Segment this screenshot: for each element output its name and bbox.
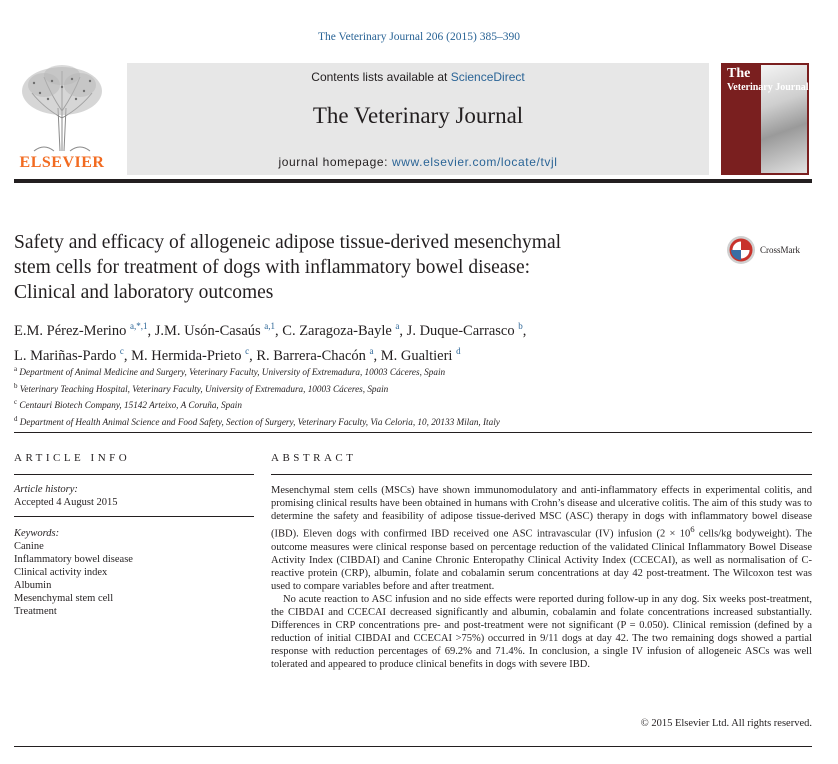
- author-affiliation-marker[interactable]: a: [395, 321, 400, 331]
- article-history: [14, 483, 254, 509]
- keyword-item: Clinical activity index: [14, 567, 108, 578]
- elsevier-logo[interactable]: [14, 63, 110, 175]
- author-name: J. Duque-Carrasco: [406, 322, 515, 339]
- journal-homepage: [127, 155, 709, 169]
- contents-prefix: Contents lists available at: [311, 70, 451, 84]
- sciencedirect-link[interactable]: ScienceDirect: [450, 70, 525, 84]
- affiliation-marker: c: [14, 398, 18, 407]
- abstract-p1-part1: Mesenchymal stem cells (MSCs) have shown immunomodulatory and anti-inflammatory effects in experimental colitis, and promising clinical results have been obtained in humans with Crohn’s disease and ulcerative colitis. The aim of this study was to determine the safety and feasibility of adipose tissue-derived MSC (ASC) therapy in dogs with inflammatory bowel disease (IBD). Eleven dogs with confirmed IBD received one ASC intravascular (IV) infusion (2 × 10: [271, 485, 812, 540]
- author-affiliation-marker[interactable]: a,1: [264, 321, 276, 331]
- author-name: E.M. Pérez-Merino: [14, 322, 127, 339]
- elsevier-tree-icon: [14, 63, 110, 153]
- author-name: M. Hermida-Prieto: [131, 347, 242, 364]
- keyword-item: Mesenchymal stem cell: [14, 593, 114, 604]
- abstract-body: [271, 484, 812, 671]
- author-list: E.M. Pérez-Merino $^{a,*,1}$, J.M. Usón-Casaús $^{a,1}$, C. Zaragoza-Bayle $^a$, J. Duque-Carrasco $^b$, L. Mariñas-Pardo $^c$, M. Hermida-Prieto $^c$, R. Barrera-Chacón $^a$, M. Gualtieri $^d$: [14, 321, 527, 364]
- cover-title-line2: Veterinary Journal: [727, 82, 809, 93]
- author-name: L. Mariñas-Pardo: [14, 347, 117, 364]
- history-label: Article history:: [14, 484, 78, 495]
- publisher-name: ELSEVIER: [19, 154, 105, 171]
- affiliation-text: Centauri Biotech Company, 15142 Arteixo, A Coruña, Spain: [19, 400, 242, 411]
- author-name: J.M. Usón-Casaús: [154, 322, 261, 339]
- homepage-prefix: journal homepage:: [278, 155, 392, 169]
- author-affiliation-marker[interactable]: b: [518, 321, 523, 331]
- journal-title: The Veterinary Journal: [312, 103, 524, 128]
- article-info-rule: [14, 474, 254, 475]
- journal-banner: [127, 63, 709, 175]
- affiliations: [14, 363, 754, 429]
- journal-citation[interactable]: The Veterinary Journal 206 (2015) 385–390: [318, 31, 520, 43]
- article-info-heading: ARTICLE INFO: [14, 452, 131, 464]
- abstract-rule: [271, 474, 812, 475]
- journal-header: [14, 63, 810, 176]
- copyright: © 2015 Elsevier Ltd. All rights reserved.: [640, 718, 812, 729]
- journal-cover-image[interactable]: [721, 63, 809, 175]
- author-name: C. Zaragoza-Bayle: [282, 322, 392, 339]
- affiliation-text: Department of Animal Medicine and Surgery, Veterinary Faculty, University of Extremadura, 10003 Cáceres, Spain: [19, 367, 446, 378]
- keywords: [14, 527, 254, 618]
- author-affiliation-marker[interactable]: a: [369, 345, 374, 356]
- author-affiliation-marker[interactable]: a,*,1: [129, 321, 148, 331]
- author-affiliation-marker[interactable]: c: [245, 345, 250, 356]
- crossmark-label: CrossMark: [760, 245, 800, 255]
- history-value: Accepted 4 August 2015: [14, 497, 118, 508]
- keywords-label: Keywords:: [14, 528, 60, 539]
- abstract-p1-part2: cells/kg bodyweight). The outcome measures were clinical response based on percentage reduction of the validated Clinical Inflammatory Bowel Disease Activity Index (CIBDAI) and Canine Chronic Enteropathy Clinical Activity Index (CCECAI), as well as normalisation of C-reactive protein (CRP), albumin, folate and cobalamin serum concentrations at day 42 post-treatment. The Wilcoxon test was used to compare variables before and after treatment.: [271, 528, 813, 592]
- affiliation-marker: a: [14, 365, 18, 373]
- author-name: R. Barrera-Chacón: [256, 347, 366, 364]
- history-rule: [14, 516, 254, 517]
- keyword-item: Canine: [14, 541, 44, 552]
- bottom-rule: [14, 746, 812, 747]
- crossmark-button[interactable]: [726, 235, 836, 265]
- author-affiliation-marker[interactable]: d: [456, 345, 461, 356]
- title-line: Safety and efficacy of allogeneic adipose tissue-derived mesenchymal: [14, 232, 562, 253]
- crossmark-icon: [726, 235, 756, 265]
- header-rule: [14, 179, 812, 183]
- keyword-item: Treatment: [14, 606, 57, 617]
- affiliation-marker: d: [14, 414, 18, 423]
- affiliation-item: [14, 396, 754, 413]
- keyword-item: Inflammatory bowel disease: [14, 554, 133, 565]
- homepage-link[interactable]: www.elsevier.com/locate/tvjl: [392, 155, 558, 169]
- affiliation-marker: b: [14, 381, 18, 390]
- affiliation-item: [14, 413, 754, 430]
- author-name: M. Gualtieri: [380, 347, 453, 364]
- author-affiliation-marker[interactable]: c: [119, 345, 124, 356]
- keyword-item: Albumin: [14, 580, 52, 591]
- affiliation-item: [14, 380, 754, 397]
- affiliation-item: [14, 363, 754, 380]
- cover-title-line1: The: [727, 66, 751, 81]
- cover-title: [727, 67, 809, 94]
- abstract-heading: ABSTRACT: [271, 452, 357, 464]
- abstract-paragraph-2: No acute reaction to ASC infusion and no side effects were reported during follow-up in any dog. Six weeks post-treatment, the CIBDAI and CCECAI decreased significantly and albumin, cobalamin and folate concentrations increased substantially. Differences in CRP concentrations pre- and post-treatment were not significant (P = 0.050). Clinical remission (defined by a reduction of initial CIBDAI and CCECAI >75%) occurred in 9/11 dogs at day 42. The two remaining dogs showed a partial response with reduction percentages of 69.2% and 71.4%. In conclusion, a single IV infusion of allogeneic ASCs was well tolerated and appeared to produce clinical benefits in dogs with severe IBD.: [271, 593, 812, 671]
- affiliation-text: Veterinary Teaching Hospital, Veterinary Faculty, University of Extremadura, 10003 Cáceres, Spain: [19, 383, 389, 394]
- section-divider: [14, 432, 812, 433]
- affiliation-text: Department of Health Animal Science and Food Safety, Section of Surgery, Veterinary Faculty, Via Celoria, 10, 20133 Milan, Italy: [19, 416, 500, 427]
- title-line: Clinical and laboratory outcomes: [14, 282, 274, 303]
- abstract-exponent: 6: [690, 524, 695, 535]
- article-title: [14, 230, 714, 305]
- contents-availability: [127, 70, 709, 84]
- abstract-paragraph-1: [271, 484, 812, 593]
- title-line: stem cells for treatment of dogs with inflammatory bowel disease:: [14, 257, 531, 278]
